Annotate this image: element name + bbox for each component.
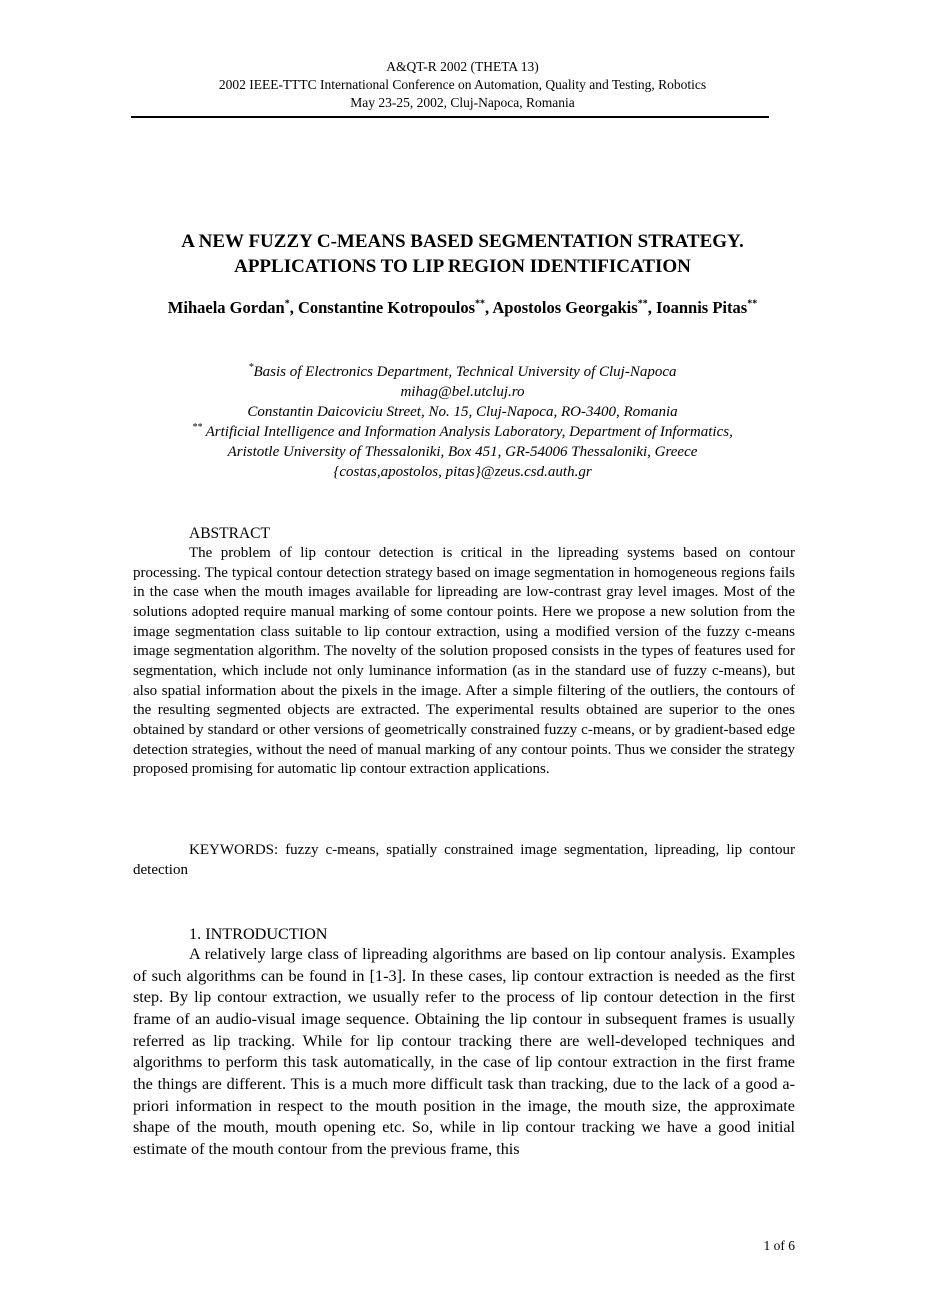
- introduction-body: A relatively large class of lipreading algorithms are based on lip contour analysis. Examples of such algorithms can be found in [1-3]. In these cases, lip contour extraction is needed as the first step. By lip contour extraction, we usually refer to the process of lip contour detection in the first frame of an audio-visual image sequence. Obtaining the lip contour in subsequent frames is usually referred as lip tracking. While for lip contour tracking there are well-developed techniques and algorithms to perform this task automatically, in the case of lip contour extraction in the first frame the things are different. This is a much more difficult task than tracking, due to the lack of a good a-priori information in respect to the mouth position in the image, the mouth size, the approximate shape of the mouth, mouth opening etc. So, while in lip contour tracking we have a good initial estimate of the mouth contour from the previous frame, this: [133, 945, 795, 1158]
- author-affiliation-mark: **: [747, 298, 758, 310]
- affiliation-1-dept: [100, 362, 825, 382]
- author-affiliation-mark: *: [284, 298, 290, 310]
- affiliation-2-university: Aristotle University of Thessaloniki, Box 451, GR-54006 Thessaloniki, Greece: [227, 444, 698, 460]
- affiliation-1-mark: *: [248, 362, 254, 373]
- author-name: Mihaela Gordan: [167, 298, 285, 317]
- author-separator: ,: [289, 298, 298, 317]
- conference-header: [0, 58, 925, 112]
- author-list: [130, 296, 795, 319]
- conference-date-location: May 23-25, 2002, Cluj-Napoca, Romania: [350, 95, 575, 110]
- affiliations: [100, 362, 825, 482]
- abstract-body: The problem of lip contour detection is critical in the lipreading systems based on contour processing. The typical contour detection strategy based on image segmentation in homogeneous regions fails in the case when the mouth images available for lipreading are low-contrast gray level images. Most of the solutions adopted require manual marking of some contour points. Here we propose a new solution from the image segmentation class suitable to lip contour extraction, using a modified version of the fuzzy c-means image segmentation algorithm. The novelty of the solution proposed consists in the types of features used for segmentation, which include not only luminance information (as in the standard use of fuzzy c-means), but also spatial information about the pixels in the image. After a simple filtering of the outliers, the contours of the resulting segmented objects are extracted. The experimental results obtained are superior to the ones obtained by standard or other versions of geometrically constrained fuzzy c-means, or by gradient-based edge detection strategies, without the need of manual marking of any contour points. Thus we consider the strategy proposed promising for automatic lip contour extraction applications.: [133, 545, 795, 778]
- paper-title: [60, 229, 865, 279]
- page-number: 1 of 6: [763, 1238, 795, 1253]
- abstract-heading: ABSTRACT: [189, 525, 270, 542]
- conference-acronym: A&QT-R 2002 (THETA 13): [386, 59, 539, 74]
- conference-name: 2002 IEEE-TTTC International Conference on Automation, Quality and Testing, Robotics: [218, 77, 707, 92]
- author-affiliation-mark: **: [475, 298, 486, 310]
- affiliation-1-dept-text: Basis of Electronics Department, Technical University of Cluj-Napoca: [253, 364, 677, 380]
- affiliation-2-dept-text: Artificial Intelligence and Information Analysis Laboratory, Department of Informatics,: [202, 424, 733, 440]
- author-name: Ioannis Pitas: [655, 298, 748, 317]
- introduction-heading: 1. INTRODUCTION: [189, 925, 328, 943]
- author-name: Constantine Kotropoulos: [297, 298, 476, 317]
- affiliation-1-email: mihag@bel.utcluj.ro: [400, 384, 525, 400]
- author-name: Apostolos Georgakis: [492, 298, 638, 317]
- affiliation-2-dept: [100, 422, 825, 442]
- author-separator: ,: [647, 298, 656, 317]
- title-line-2: APPLICATIONS TO LIP REGION IDENTIFICATION: [234, 256, 691, 277]
- author-separator: ,: [485, 298, 493, 317]
- keywords: KEYWORDS: fuzzy c-means, spatially constrained image segmentation, lipreading, lip contour detection: [133, 842, 795, 878]
- affiliation-2-email: {costas,apostolos, pitas}@zeus.csd.auth.gr: [333, 464, 592, 480]
- header-rule: [131, 116, 769, 118]
- affiliation-1-address: Constantin Daicoviciu Street, No. 15, Cluj-Napoca, RO-3400, Romania: [247, 404, 678, 420]
- author-affiliation-mark: **: [637, 298, 648, 310]
- affiliation-2-mark: **: [192, 422, 203, 433]
- title-line-1: A NEW FUZZY C-MEANS BASED SEGMENTATION STRATEGY.: [181, 231, 744, 252]
